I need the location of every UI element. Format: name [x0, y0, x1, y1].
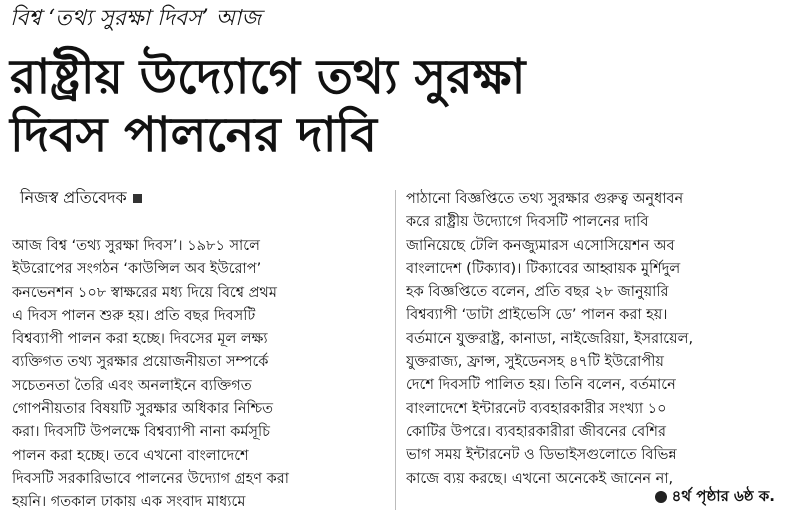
article-line: বাংলাদেশ (টিক্যাব)। টিক্যাবের আহ্বায়ক মুর্শিদুল	[406, 260, 681, 277]
headline	[10, 48, 780, 164]
article-line: বিশ্বব্যাপী ‘ডাটা প্রাইভেসি ডে’ পালন করা হয়।	[406, 307, 668, 324]
article-line: বর্তমানে যুক্তরাষ্ট্র, কানাডা, নাইজেরিয়া, ইসরায়েল,	[406, 330, 694, 347]
article-line: পাঠানো বিজ্ঞপ্তিতে তথ্য সুরক্ষার গুরুত্ব অনুধাবন	[406, 191, 684, 207]
byline-text: নিজস্ব প্রতিবেদক	[20, 188, 127, 207]
article-line: বাংলাদেশে ইন্টারনেট ব্যবহারকারীর সংখ্যা ১০	[406, 400, 667, 417]
continuation-note	[655, 486, 775, 506]
article-line: করা। দিবসটি উপলক্ষে বিশ্বব্যাপী নানা কর্মসূচি	[12, 424, 270, 441]
article-line: হক বিজ্ঞপ্তিতে বলেন, প্রতি বছর ২৮ জানুয়ারি	[406, 284, 669, 301]
article-line: হয়নি। গতকাল ঢাকায় এক সংবাদ মাধ্যমে	[12, 494, 246, 511]
article-line: কাজে ব্যয় করছে। এখনো অনেকেই জানেন না,	[406, 470, 674, 487]
continuation-text: ৪র্থ পৃষ্ঠার ৬ষ্ঠ ক.	[671, 487, 775, 505]
kicker: বিশ্ব ‘তথ্য সুরক্ষা দিবস’ আজ	[10, 6, 262, 31]
bullet-icon	[655, 491, 667, 503]
article-line: পালন করা হচ্ছে। তবে এখনো বাংলাদেশে	[12, 447, 249, 464]
column-divider	[395, 190, 396, 510]
article-line: ভাগ সময় ইন্টারনেট ও ডিভাইসগুলোতে বিভিন্ন	[406, 447, 677, 464]
article-line: ব্যক্তিগত তথ্য সুরক্ষার প্রয়োজনীয়তা সম্পর্কে	[12, 354, 269, 371]
article-line: ইউরোপের সংগঠন ‘কাউন্সিল অব ইউরোপ’	[12, 261, 262, 278]
article-column-left	[12, 235, 384, 515]
article-line: যুক্তরাজ্য, ফ্রান্স, সুইডেনসহ ৪৭টি ইউরোপীয়	[406, 354, 664, 371]
article-line: বিশ্বব্যাপী পালন করা হচ্ছে। দিবসের মূল লক্ষ্য	[12, 331, 268, 348]
article-line: করে রাষ্ট্রীয় উদ্যোগে দিবসটি পালনের দাবি	[406, 214, 649, 231]
headline-line-1: রাষ্ট্রীয় উদ্যোগে তথ্য সুরক্ষা	[10, 49, 526, 105]
byline	[20, 188, 142, 208]
article-line: আজ বিশ্ব ‘তথ্য সুরক্ষা দিবস’। ১৯৮১ সালে	[12, 238, 260, 254]
article-line: জানিয়েছে টেলি কনজ্যুমারস এসোসিয়েশন অব	[406, 237, 675, 254]
article-line: সচেতনতা তৈরি এবং অনলাইনে ব্যক্তিগত	[12, 377, 252, 394]
article-line: দেশে দিবসটি পালিত হয়। তিনি বলেন, বর্তমানে	[406, 377, 676, 394]
article-line: কোটির উপরে। ব্যবহারকারীরা জীবনের বেশির	[406, 423, 666, 440]
article-line: গোপনীয়তার বিষয়টি সুরক্ষার অধিকার নিশ্চিত	[12, 401, 274, 418]
article-line: কনভেনশন ১০৮ স্বাক্ষরের মধ্য দিয়ে বিশ্বে প্রথম	[12, 284, 277, 301]
article-column-right	[406, 188, 778, 491]
headline-line-2: দিবস পালনের দাবি	[10, 107, 377, 163]
byline-square-icon	[133, 194, 142, 203]
article-line: দিবসটি সরকারিভাবে পালনের উদ্যোগ গ্রহণ করা	[12, 470, 289, 487]
article-line: এ দিবস পালন শুরু হয়। প্রতি বছর দিবসটি	[12, 307, 256, 324]
